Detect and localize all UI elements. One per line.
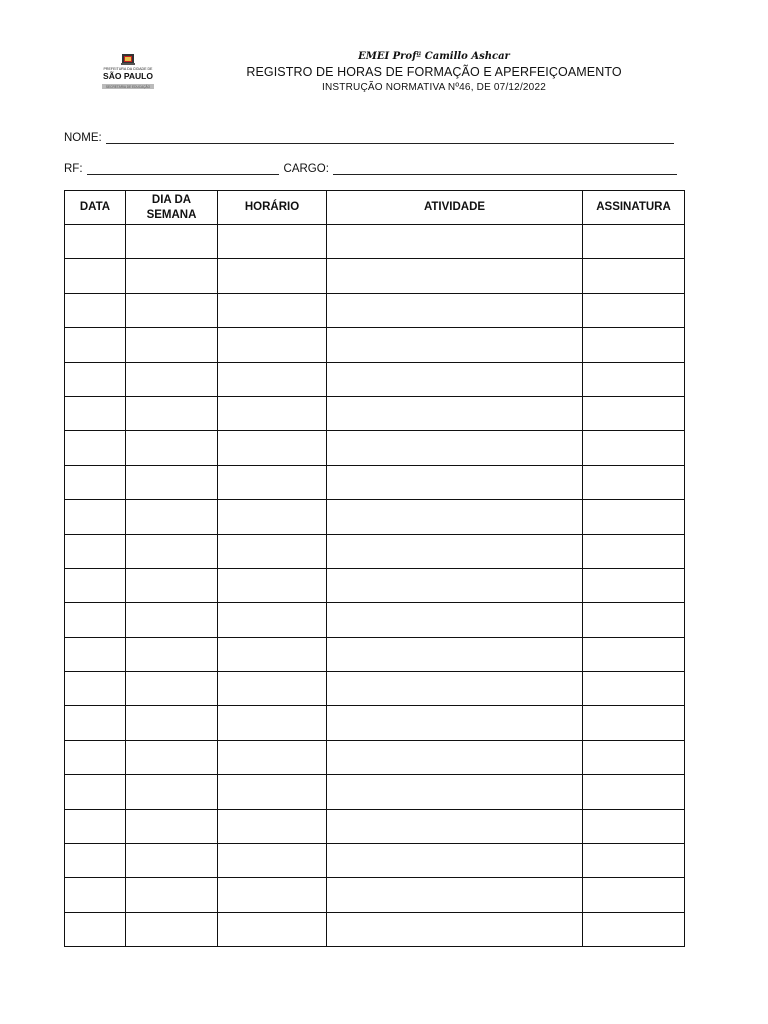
cell-atividade[interactable]: [327, 259, 583, 293]
cell-data[interactable]: [65, 500, 126, 534]
cell-assinatura[interactable]: [583, 362, 685, 396]
cell-horario[interactable]: [218, 672, 327, 706]
cell-atividade[interactable]: [327, 431, 583, 465]
rf-label: RF:: [64, 163, 83, 175]
cell-horario[interactable]: [218, 259, 327, 293]
cell-assinatura[interactable]: [583, 637, 685, 671]
cell-horario[interactable]: [218, 568, 327, 602]
table-row: [65, 362, 685, 396]
cell-data[interactable]: [65, 465, 126, 499]
cell-assinatura[interactable]: [583, 259, 685, 293]
cell-atividade[interactable]: [327, 912, 583, 946]
cell-assinatura[interactable]: [583, 534, 685, 568]
document-title: REGISTRO DE HORAS DE FORMAÇÃO E APERFEIÇOAMENTO: [246, 65, 622, 79]
cell-horario[interactable]: [218, 844, 327, 878]
cell-assinatura[interactable]: [583, 465, 685, 499]
cell-horario[interactable]: [218, 328, 327, 362]
cell-horario[interactable]: [218, 362, 327, 396]
cell-dia-da-semana[interactable]: [126, 431, 218, 465]
cell-dia-da-semana[interactable]: [126, 362, 218, 396]
table-row: [65, 912, 685, 946]
table-row: [65, 293, 685, 327]
cell-dia-da-semana[interactable]: [126, 603, 218, 637]
logo-small-text: PREFEITURA DA CIDADE DE: [103, 67, 153, 71]
table-row: [65, 706, 685, 740]
cell-horario[interactable]: [218, 500, 327, 534]
table-row: [65, 500, 685, 534]
table-row: [65, 568, 685, 602]
cell-dia-da-semana[interactable]: [126, 396, 218, 430]
rf-blank-line[interactable]: [87, 163, 279, 175]
cell-data[interactable]: [65, 362, 126, 396]
col-header-atividade: ATIVIDADE: [327, 191, 583, 225]
cell-atividade[interactable]: [327, 740, 583, 774]
cell-dia-da-semana[interactable]: [126, 672, 218, 706]
cell-assinatura[interactable]: [583, 775, 685, 809]
cell-atividade[interactable]: [327, 500, 583, 534]
cell-assinatura[interactable]: [583, 809, 685, 843]
cell-horario[interactable]: [218, 225, 327, 259]
nome-label: NOME:: [64, 132, 102, 144]
table-row: [65, 465, 685, 499]
table-row: [65, 396, 685, 430]
cell-horario[interactable]: [218, 603, 327, 637]
cell-dia-da-semana[interactable]: [126, 809, 218, 843]
table-row: [65, 740, 685, 774]
cell-data[interactable]: [65, 912, 126, 946]
table-row: [65, 672, 685, 706]
col-header-horario: HORÁRIO: [218, 191, 327, 225]
cell-data[interactable]: [65, 259, 126, 293]
cell-assinatura[interactable]: [583, 328, 685, 362]
cell-atividade[interactable]: [327, 844, 583, 878]
cell-horario[interactable]: [218, 637, 327, 671]
table-body: [65, 225, 685, 947]
cell-horario[interactable]: [218, 431, 327, 465]
cell-horario[interactable]: [218, 809, 327, 843]
training-hours-table: [64, 190, 685, 947]
cell-data[interactable]: [65, 225, 126, 259]
cell-horario[interactable]: [218, 912, 327, 946]
rf-cargo-field-row: [64, 161, 677, 177]
cell-dia-da-semana[interactable]: [126, 740, 218, 774]
nome-field-row: [64, 130, 674, 146]
col-header-assinatura: ASSINATURA: [583, 191, 685, 225]
table-row: [65, 878, 685, 912]
cell-data[interactable]: [65, 809, 126, 843]
cell-horario[interactable]: [218, 775, 327, 809]
cell-data[interactable]: [65, 293, 126, 327]
cell-assinatura[interactable]: [583, 912, 685, 946]
cell-dia-da-semana[interactable]: [126, 912, 218, 946]
document-header: [200, 50, 668, 95]
cell-data[interactable]: [65, 672, 126, 706]
cell-assinatura[interactable]: [583, 706, 685, 740]
cell-atividade[interactable]: [327, 362, 583, 396]
cell-dia-da-semana[interactable]: [126, 293, 218, 327]
nome-blank-line[interactable]: [106, 132, 674, 144]
school-name: EMEI Profª Camillo Ashcar: [358, 51, 510, 62]
cell-data[interactable]: [65, 844, 126, 878]
cell-data[interactable]: [65, 431, 126, 465]
cell-dia-da-semana[interactable]: [126, 706, 218, 740]
table-row: [65, 259, 685, 293]
cell-assinatura[interactable]: [583, 844, 685, 878]
cell-horario[interactable]: [218, 465, 327, 499]
cell-data[interactable]: [65, 637, 126, 671]
sao-paulo-logo: [100, 54, 156, 96]
cell-data[interactable]: [65, 396, 126, 430]
cell-assinatura[interactable]: [583, 396, 685, 430]
table-row: [65, 844, 685, 878]
cell-horario[interactable]: [218, 396, 327, 430]
cell-dia-da-semana[interactable]: [126, 568, 218, 602]
cell-atividade[interactable]: [327, 293, 583, 327]
cell-dia-da-semana[interactable]: [126, 534, 218, 568]
table-row: [65, 225, 685, 259]
table-row: [65, 431, 685, 465]
cell-atividade[interactable]: [327, 878, 583, 912]
cell-atividade[interactable]: [327, 225, 583, 259]
cell-assinatura[interactable]: [583, 293, 685, 327]
cell-dia-da-semana[interactable]: [126, 500, 218, 534]
cell-data[interactable]: [65, 534, 126, 568]
logo-band-text: SECRETARIA DE EDUCAÇÃO: [105, 84, 151, 89]
cell-assinatura[interactable]: [583, 225, 685, 259]
cell-atividade[interactable]: [327, 396, 583, 430]
table-row: [65, 809, 685, 843]
cell-atividade[interactable]: [327, 775, 583, 809]
cargo-label: CARGO:: [283, 163, 329, 175]
cell-assinatura[interactable]: [583, 500, 685, 534]
cell-horario[interactable]: [218, 706, 327, 740]
cell-dia-da-semana[interactable]: [126, 225, 218, 259]
cell-atividade[interactable]: [327, 465, 583, 499]
cell-assinatura[interactable]: [583, 603, 685, 637]
cell-data[interactable]: [65, 328, 126, 362]
cell-horario[interactable]: [218, 293, 327, 327]
cell-dia-da-semana[interactable]: [126, 259, 218, 293]
cell-data[interactable]: [65, 568, 126, 602]
cell-assinatura[interactable]: [583, 672, 685, 706]
cell-data[interactable]: [65, 603, 126, 637]
cell-atividade[interactable]: [327, 637, 583, 671]
cell-data[interactable]: [65, 740, 126, 774]
cargo-blank-line[interactable]: [333, 163, 677, 175]
cell-assinatura[interactable]: [583, 740, 685, 774]
table-row: [65, 775, 685, 809]
cell-atividade[interactable]: [327, 328, 583, 362]
cell-dia-da-semana[interactable]: [126, 328, 218, 362]
cell-data[interactable]: [65, 878, 126, 912]
cell-assinatura[interactable]: [583, 431, 685, 465]
cell-horario[interactable]: [218, 878, 327, 912]
cell-horario[interactable]: [218, 534, 327, 568]
col-header-data: DATA: [65, 191, 126, 225]
cell-assinatura[interactable]: [583, 568, 685, 602]
table-row: [65, 534, 685, 568]
cell-atividade[interactable]: [327, 706, 583, 740]
table-row: [65, 328, 685, 362]
cell-data[interactable]: [65, 775, 126, 809]
cell-atividade[interactable]: [327, 809, 583, 843]
cell-dia-da-semana[interactable]: [126, 637, 218, 671]
table-header-row: [65, 191, 685, 225]
document-subtitle: INSTRUÇÃO NORMATIVA Nº46, DE 07/12/2022: [322, 82, 546, 93]
cell-atividade[interactable]: [327, 568, 583, 602]
cell-horario[interactable]: [218, 740, 327, 774]
logo-main-text: SÃO PAULO: [103, 71, 153, 81]
table-row: [65, 603, 685, 637]
cell-dia-da-semana[interactable]: [126, 844, 218, 878]
cell-dia-da-semana[interactable]: [126, 465, 218, 499]
cell-atividade[interactable]: [327, 534, 583, 568]
col-header-dia-da-semana: DIA DA SEMANA: [126, 191, 218, 225]
cell-dia-da-semana[interactable]: [126, 878, 218, 912]
cell-data[interactable]: [65, 706, 126, 740]
cell-dia-da-semana[interactable]: [126, 775, 218, 809]
cell-atividade[interactable]: [327, 603, 583, 637]
cell-atividade[interactable]: [327, 672, 583, 706]
table-row: [65, 637, 685, 671]
cell-assinatura[interactable]: [583, 878, 685, 912]
